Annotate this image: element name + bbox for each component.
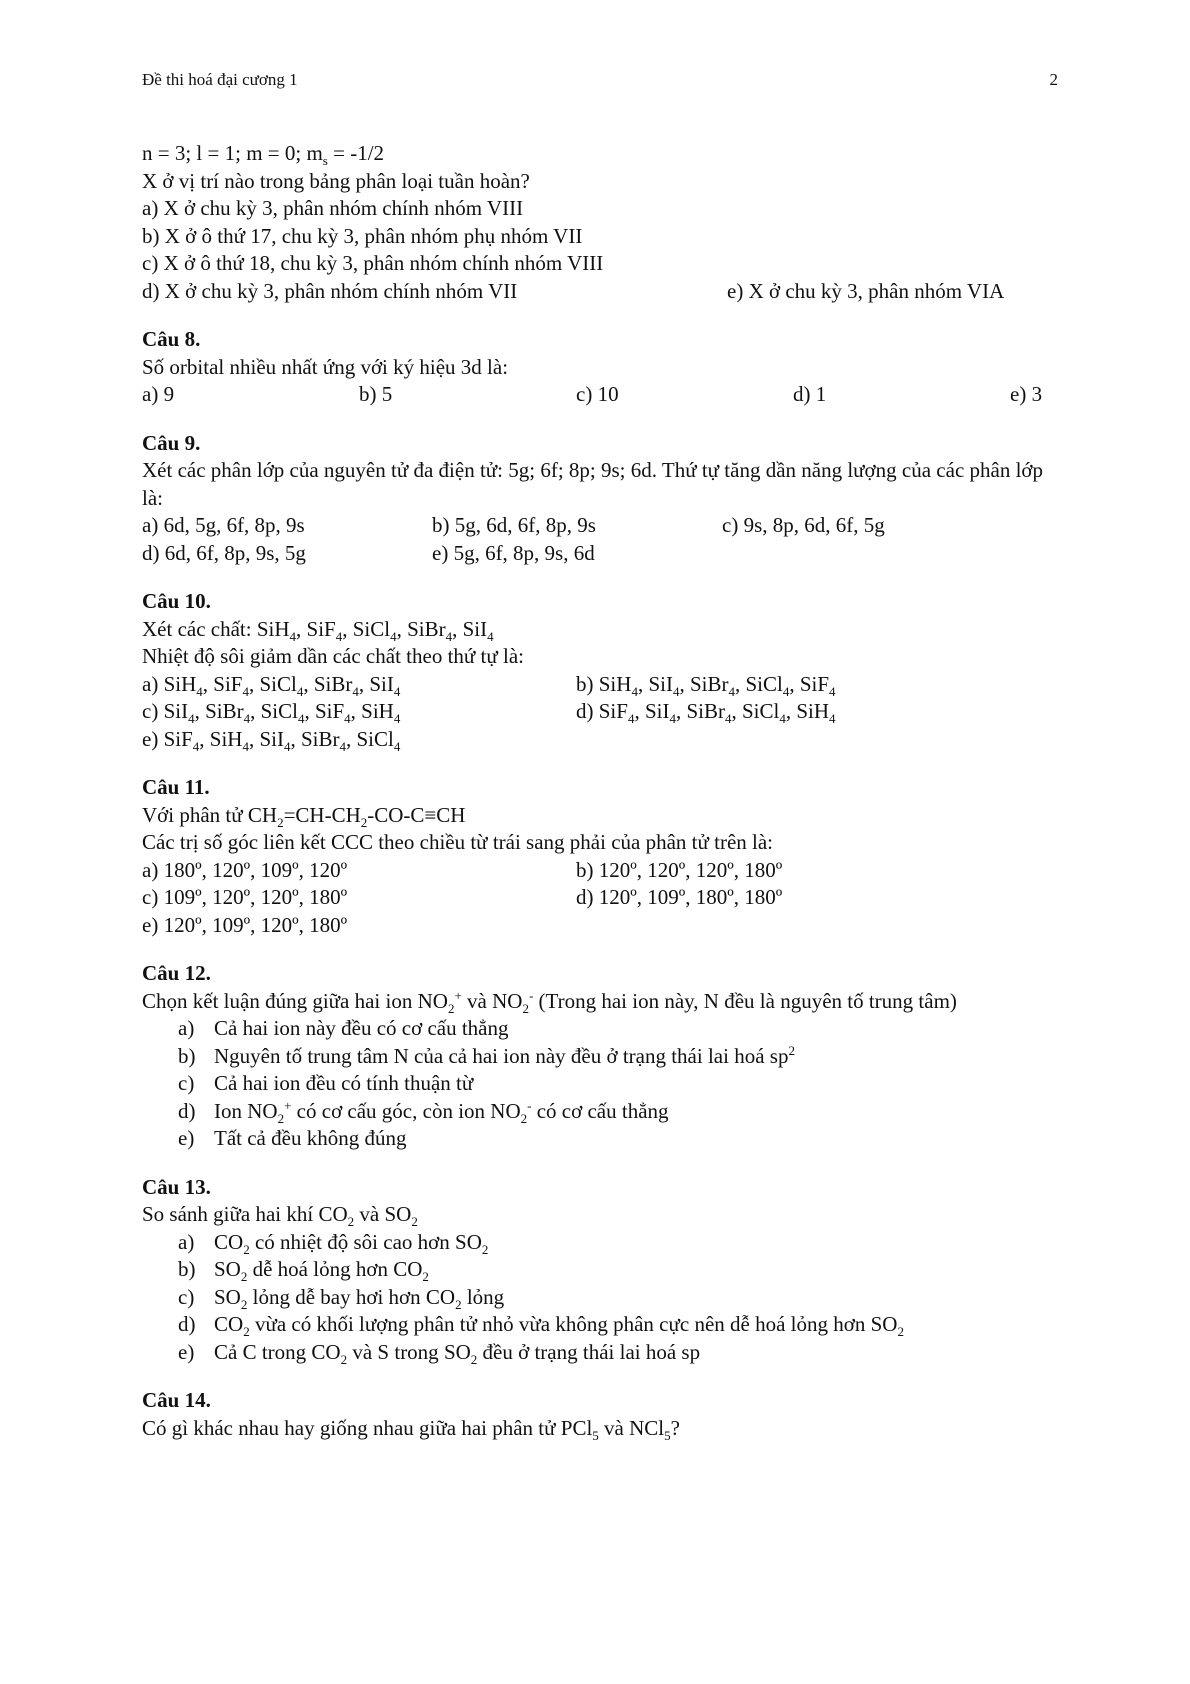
option-11d: d) 120º, 109º, 180º, 180º xyxy=(576,885,783,909)
option-10c: c) SiI$_4$, SiBr$_4$, SiCl$_4$, SiF$_4$, SiH$_4$ xyxy=(142,699,401,727)
option-8c: c) 10 xyxy=(576,382,619,406)
quantum-numbers: n = 3; l = 1; m = 0; $m_s = -1/2$ xyxy=(142,141,385,169)
question-14-title: Câu 14. xyxy=(142,1388,211,1412)
option-7b: b) X ở ô thứ 17, chu kỳ 3, phân nhóm phụ nhóm VII xyxy=(142,223,583,248)
option-12d: d) Ion $NO_2^+$ có cơ cấu góc, còn ion $NO_2^-$ có cơ cấu thẳng xyxy=(178,1097,669,1126)
question-9-text: Xét các phân lớp của nguyên tử đa điện tử: 5g; 6f; 8p; 9s; 6d. Thứ tự tăng dần năng lượng của các phân lớp là: xyxy=(142,458,1044,510)
option-7e: e) X ở chu kỳ 3, phân nhóm VIA xyxy=(727,278,1005,303)
question-10-text: Nhiệt độ sôi giảm dần các chất theo thứ tự là: xyxy=(142,644,524,668)
question-11-molecule: Với phân tử $CH_2=CH-CH_2-CO-C\equiv CH$ xyxy=(142,802,466,830)
option-12a: a) Cả hai ion này đều có cơ cấu thẳng xyxy=(178,1016,509,1040)
option-10a: a) SiH$_4$, SiF$_4$, SiCl$_4$, SiBr$_4$, SiI$_4$ xyxy=(142,671,401,699)
option-row-11ab xyxy=(142,857,1058,885)
option-7c: c) X ở ô thứ 18, chu kỳ 3, phân nhóm chính nhóm VIII xyxy=(142,251,604,275)
page-number: 2 xyxy=(1049,70,1058,89)
option-10b: b) SiH$_4$, SiI$_4$, SiBr$_4$, SiCl$_4$, SiF$_4$ xyxy=(576,671,836,699)
option-row-11cd xyxy=(142,884,1058,912)
option-12b: b) Nguyên tố trung tâm N của cả hai ion này đều ở trạng thái lai hoá $sp^2$ xyxy=(178,1042,795,1068)
option-8d: d) 1 xyxy=(793,382,827,406)
question-9-title: Câu 9. xyxy=(142,430,201,455)
option-11b: b) 120º, 120º, 120º, 180º xyxy=(576,857,783,882)
question-11-title: Câu 11. xyxy=(142,775,210,799)
option-row-7de xyxy=(142,278,1058,306)
option-8e: e) 3 xyxy=(1010,382,1043,406)
option-13a: a) $CO_2$ có nhiệt độ sôi cao hơn $SO_2$ xyxy=(178,1229,489,1257)
option-row-9abc xyxy=(142,512,1058,540)
question-14-text: Có gì khác nhau hay giống nhau giữa hai phân tử PCl$_5$ và NCl$_5$? xyxy=(142,1415,680,1443)
question-11-text: Các trị số góc liên kết CCC theo chiều từ trái sang phải của phân tử trên là: xyxy=(142,830,774,854)
option-13b: b) $SO_2$ dễ hoá lỏng hơn $CO_2$ xyxy=(178,1257,429,1285)
option-row-8 xyxy=(142,381,1058,409)
option-12e: e) Tất cả đều không đúng xyxy=(178,1126,407,1150)
option-10e: e) SiF$_4$, SiH$_4$, SiI$_4$, SiBr$_4$, SiCl$_4$ xyxy=(142,726,401,754)
option-9d: d) 6d, 6f, 8p, 9s, 5g xyxy=(142,540,306,565)
option-12c: c) Cả hai ion đều có tính thuận từ xyxy=(178,1071,474,1095)
option-11a: a) 180º, 120º, 109º, 120º xyxy=(142,857,348,882)
question-7-text: X ở vị trí nào trong bảng phân loại tuần hoàn? xyxy=(142,168,530,193)
question-13-text: So sánh giữa hai khí $CO_2$ và $SO_2$ xyxy=(142,1202,418,1230)
option-9a: a) 6d, 5g, 6f, 8p, 9s xyxy=(142,513,305,537)
exam-content xyxy=(142,140,1058,1442)
option-13e: e) Cả C trong $CO_2$ và S trong $SO_2$ đều ở trạng thái lai hoá sp xyxy=(178,1339,701,1367)
option-7d: d) X ở chu kỳ 3, phân nhóm chính nhóm VII xyxy=(142,278,518,303)
option-9e: e) 5g, 6f, 8p, 9s, 6d xyxy=(432,540,595,565)
question-13-title: Câu 13. xyxy=(142,1174,211,1199)
question-12-title: Câu 12. xyxy=(142,961,211,985)
header-title: Đề thi hoá đại cương 1 xyxy=(142,70,298,89)
option-11c: c) 109º, 120º, 120º, 180º xyxy=(142,885,348,909)
option-11e: e) 120º, 109º, 120º, 180º xyxy=(142,912,348,937)
question-8-title: Câu 8. xyxy=(142,327,201,351)
option-row-9de xyxy=(142,540,1058,568)
option-row-10ab xyxy=(142,671,1058,699)
option-13c: c) $SO_2$ lỏng dễ bay hơi hơn $CO_2$ lỏng xyxy=(178,1284,505,1312)
question-10-title: Câu 10. xyxy=(142,589,211,613)
option-9b: b) 5g, 6d, 6f, 8p, 9s xyxy=(432,513,596,537)
option-10d: d) SiF$_4$, SiI$_4$, SiBr$_4$, SiCl$_4$, SiH$_4$ xyxy=(576,699,836,727)
option-8b: b) 5 xyxy=(359,382,393,406)
option-8a: a) 9 xyxy=(142,382,175,406)
option-row-10cd xyxy=(142,698,1058,726)
page-header xyxy=(142,70,1058,94)
question-8-text: Số orbital nhiều nhất ứng với ký hiệu 3d là: xyxy=(142,354,509,379)
question-12-text: Chọn kết luận đúng giữa hai ion $NO_2^+$ và $NO_2^-$ (Trong hai ion này, N đều là nguyên tố trung tâm) xyxy=(142,987,957,1016)
option-7a: a) X ở chu kỳ 3, phân nhóm chính nhóm VIII xyxy=(142,196,524,220)
question-10-intro: Xét các chất: SiH$_4$, SiF$_4$, SiCl$_4$, SiBr$_4$, SiI$_4$ xyxy=(142,616,494,644)
option-13d: d) $CO_2$ vừa có khối lượng phân tử nhỏ vừa không phân cực nên dễ hoá lỏng hơn $SO_2$ xyxy=(178,1312,904,1340)
option-9c: c) 9s, 8p, 6d, 6f, 5g xyxy=(722,513,885,537)
